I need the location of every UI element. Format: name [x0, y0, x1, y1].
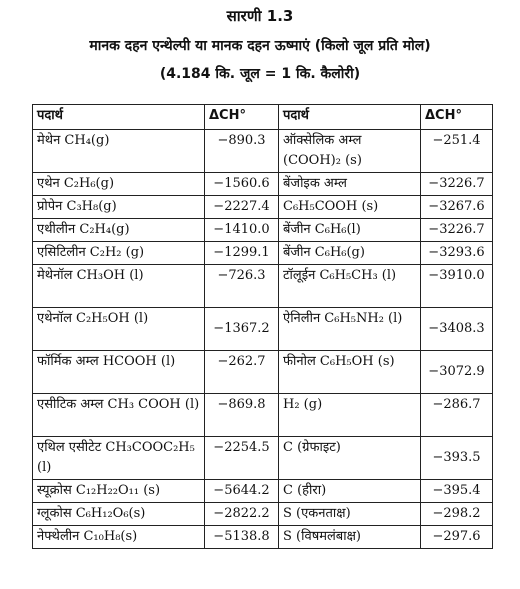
table-row [33, 503, 493, 526]
substance-cell: S (एकनताक्ष) [279, 503, 421, 526]
substance-cell: फॉर्मिक अम्ल HCOOH (l) [33, 351, 205, 394]
enthalpy-cell: −2227.4 [205, 196, 279, 219]
enthalpy-cell: −1299.1 [205, 242, 279, 265]
enthalpy-cell: −297.6 [421, 526, 493, 549]
table-row [33, 242, 493, 265]
substance-cell: एसिटिलीन C₂H₂ (g) [33, 242, 205, 265]
enthalpy-cell: −393.5 [421, 437, 493, 480]
substance-cell: एथिल एसीटेट CH₃COOC₂H₅ (l) [33, 437, 205, 480]
substance-cell: बेंजीन C₆H₆(l) [279, 219, 421, 242]
enthalpy-cell: −5138.8 [205, 526, 279, 549]
substance-cell: एथेनॉल C₂H₅OH (l) [33, 308, 205, 351]
enthalpy-cell: −395.4 [421, 480, 493, 503]
substance-cell: नेफ्थेलीन C₁₀H₈(s) [33, 526, 205, 549]
substance-cell: मेथेन CH₄(g) [33, 130, 205, 173]
substance-cell: C₆H₅COOH (s) [279, 196, 421, 219]
table-row [33, 308, 493, 351]
table-row [33, 526, 493, 549]
table-row [33, 173, 493, 196]
unit-note: (4.184 कि. जूल = 1 कि. कैलोरी) [159, 66, 361, 82]
table-title: सारणी 1.3 [226, 7, 294, 25]
table-subtitle: मानक दहन एन्थेल्पी या मानक दहन ऊष्माएं (किलो जूल प्रति मोल) [89, 38, 431, 54]
enthalpy-cell: −298.2 [421, 503, 493, 526]
column-header-substance: पदार्थ [279, 105, 421, 130]
table-row [33, 351, 493, 394]
substance-cell: बेंजीन C₆H₆(g) [279, 242, 421, 265]
table-row [33, 480, 493, 503]
substance-cell: टॉलूईन C₆H₅CH₃ (l) [279, 265, 421, 308]
enthalpy-cell: −869.8 [205, 394, 279, 437]
enthalpy-cell: −286.7 [421, 394, 493, 437]
column-header-enthalpy: ΔCH° [205, 105, 279, 130]
column-header-enthalpy: ΔCH° [421, 105, 493, 130]
substance-cell: एथीलीन C₂H₄(g) [33, 219, 205, 242]
substance-cell: फीनोल C₆H₅OH (s) [279, 351, 421, 394]
header-row [33, 105, 493, 130]
enthalpy-cell: −1410.0 [205, 219, 279, 242]
table-row [33, 265, 493, 308]
table-row [33, 394, 493, 437]
substance-cell: प्रोपेन C₃H₈(g) [33, 196, 205, 219]
enthalpy-cell: −3072.9 [421, 351, 493, 394]
enthalpy-cell: −5644.2 [205, 480, 279, 503]
enthalpy-cell: −3226.7 [421, 173, 493, 196]
substance-cell: C (हीरा) [279, 480, 421, 503]
column-header-substance: पदार्थ [33, 105, 205, 130]
enthalpy-cell: −726.3 [205, 265, 279, 308]
enthalpy-cell: −3293.6 [421, 242, 493, 265]
substance-cell: बेंजोइक अम्ल [279, 173, 421, 196]
substance-cell: H₂ (g) [279, 394, 421, 437]
table-row [33, 219, 493, 242]
enthalpy-cell: −3910.0 [421, 265, 493, 308]
enthalpy-cell: −1560.6 [205, 173, 279, 196]
enthalpy-cell: −251.4 [421, 130, 493, 173]
enthalpy-table [32, 104, 493, 549]
enthalpy-cell: −2822.2 [205, 503, 279, 526]
enthalpy-cell: −1367.2 [205, 308, 279, 351]
table-row [33, 437, 493, 480]
enthalpy-cell: −890.3 [205, 130, 279, 173]
substance-cell: स्यूक्रोस C₁₂H₂₂O₁₁ (s) [33, 480, 205, 503]
substance-cell: ऐनिलीन C₆H₅NH₂ (l) [279, 308, 421, 351]
substance-cell: एसीटिक अम्ल CH₃ COOH (l) [33, 394, 205, 437]
substance-cell: ऑक्सेलिक अम्ल (COOH)₂ (s) [279, 130, 421, 173]
enthalpy-cell: −2254.5 [205, 437, 279, 480]
enthalpy-cell: −3408.3 [421, 308, 493, 351]
substance-cell: S (विषमलंबाक्ष) [279, 526, 421, 549]
enthalpy-cell: −3267.6 [421, 196, 493, 219]
substance-cell: C (ग्रेफाइट) [279, 437, 421, 480]
substance-cell: एथेन C₂H₆(g) [33, 173, 205, 196]
table-row [33, 196, 493, 219]
enthalpy-cell: −3226.7 [421, 219, 493, 242]
enthalpy-cell: −262.7 [205, 351, 279, 394]
table-row [33, 130, 493, 173]
substance-cell: मेथेनॉल CH₃OH (l) [33, 265, 205, 308]
substance-cell: ग्लूकोस C₆H₁₂O₆(s) [33, 503, 205, 526]
